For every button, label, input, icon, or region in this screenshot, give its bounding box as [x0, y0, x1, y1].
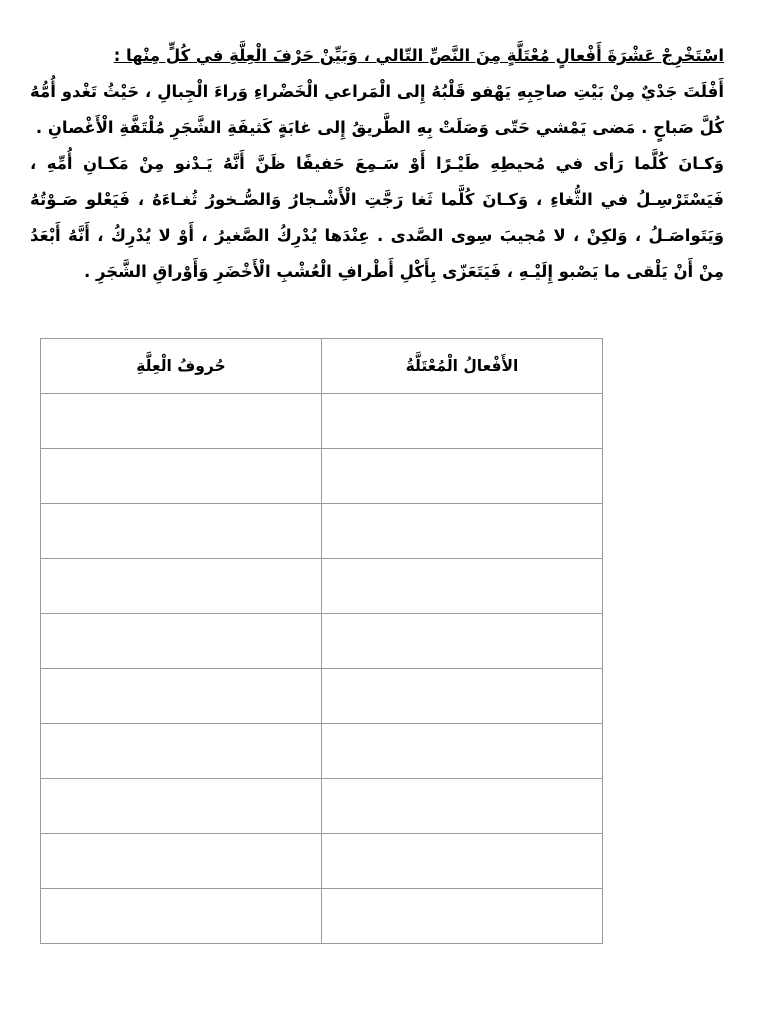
weak-verb-cell[interactable]: [322, 834, 603, 889]
answer-table-header-row: [41, 339, 603, 394]
weak-verb-cell[interactable]: [322, 614, 603, 669]
answer-row: [41, 614, 603, 669]
answer-row: [41, 504, 603, 559]
answer-row: [41, 724, 603, 779]
weak-verb-cell[interactable]: [322, 559, 603, 614]
weak-letter-cell[interactable]: [41, 669, 322, 724]
weak-verb-cell[interactable]: [322, 724, 603, 779]
weak-verb-cell[interactable]: [322, 669, 603, 724]
answer-row: [41, 669, 603, 724]
answer-row: [41, 779, 603, 834]
answer-row: [41, 394, 603, 449]
weak-letter-cell[interactable]: [41, 889, 322, 944]
answer-row: [41, 559, 603, 614]
answer-table-body: [41, 394, 603, 944]
weak-letter-cell[interactable]: [41, 449, 322, 504]
passage-paragraph-2: وَكـانَ كُلَّما رَأى في مُحيطِهِ طَيْـرًا أَوْ سَـمِعَ حَفيفًا ظَنَّ أَنَّهُ يَـدْنو مِنْ مَكـانِ أُمِّهِ ، فَيَسْتَرْسِـلُ في الثُّغاءِ ، وَكـانَ كُلَّما ثَغا رَجَّتِ الْأَشْـجارُ وَالصُّـخورُ ثُغـاءَهُ ، فَيَعْلو صَـوْتُهُ وَيَتَواصَـلُ ، وَلكِنْ ، لا مُجيبَ سِوى الصَّدى . عِنْدَها يُدْرِكُ الصَّغيرُ ، أَوْ لا يُدْرِكُ ، أَنَّهُ أَبْعَدُ مِنْ أَنْ يَلْقى ما يَصْبو إِلَيْـهِ ، فَيَتَعَزّى بِأَكْلِ أَطْرافِ الْعُشْبِ الْأَخْضَرِ وَأَوْراقِ الشَّجَرِ .: [30, 154, 724, 281]
worksheet: [30, 38, 724, 290]
weak-letter-cell[interactable]: [41, 614, 322, 669]
weak-letter-cell[interactable]: [41, 394, 322, 449]
answer-row: [41, 834, 603, 889]
weak-letter-cell[interactable]: [41, 779, 322, 834]
answer-row: [41, 889, 603, 944]
weak-letter-cell[interactable]: [41, 724, 322, 779]
weak-letter-cell[interactable]: [41, 834, 322, 889]
answer-table-container: [40, 338, 603, 944]
header-weak-letters: حُروفُ الْعِلَّةِ: [41, 339, 322, 394]
instruction-heading: اسْتَخْرِجْ عَشْرَةَ أَفْعالٍ مُعْتَلَّةٍ مِنَ النَّصِّ التّالي ، وَبَيِّنْ حَرْفَ الْعِلَّةِ في كُلٍّ مِنْها :: [113, 46, 724, 65]
passage-paragraph-1: أَفْلَتَ جَدْيٌ مِنْ بَيْتِ صاحِبِهِ يَهْفو قَلْبُهُ إِلى الْمَراعي الْخَضْراءِ وَراءَ الْجِبالِ ، حَيْثُ تَغْدو أُمُّهُ كُلَّ صَباحٍ . مَضى يَمْشي حَتّى وَصَلَتْ بِهِ الطَّريقُ إِلى غابَةٍ كَثيفَةِ الشَّجَرِ مُلْتَفَّةِ الْأَغْصانِ .: [30, 82, 724, 137]
weak-verb-cell[interactable]: [322, 779, 603, 834]
weak-verb-cell[interactable]: [322, 394, 603, 449]
answer-row: [41, 449, 603, 504]
weak-verb-cell[interactable]: [322, 504, 603, 559]
weak-letter-cell[interactable]: [41, 559, 322, 614]
weak-verb-cell[interactable]: [322, 449, 603, 504]
weak-verb-cell[interactable]: [322, 889, 603, 944]
answer-table: [40, 338, 603, 944]
weak-letter-cell[interactable]: [41, 504, 322, 559]
header-weak-verbs: الأَفْعالُ الْمُعْتَلَّةُ: [322, 339, 603, 394]
